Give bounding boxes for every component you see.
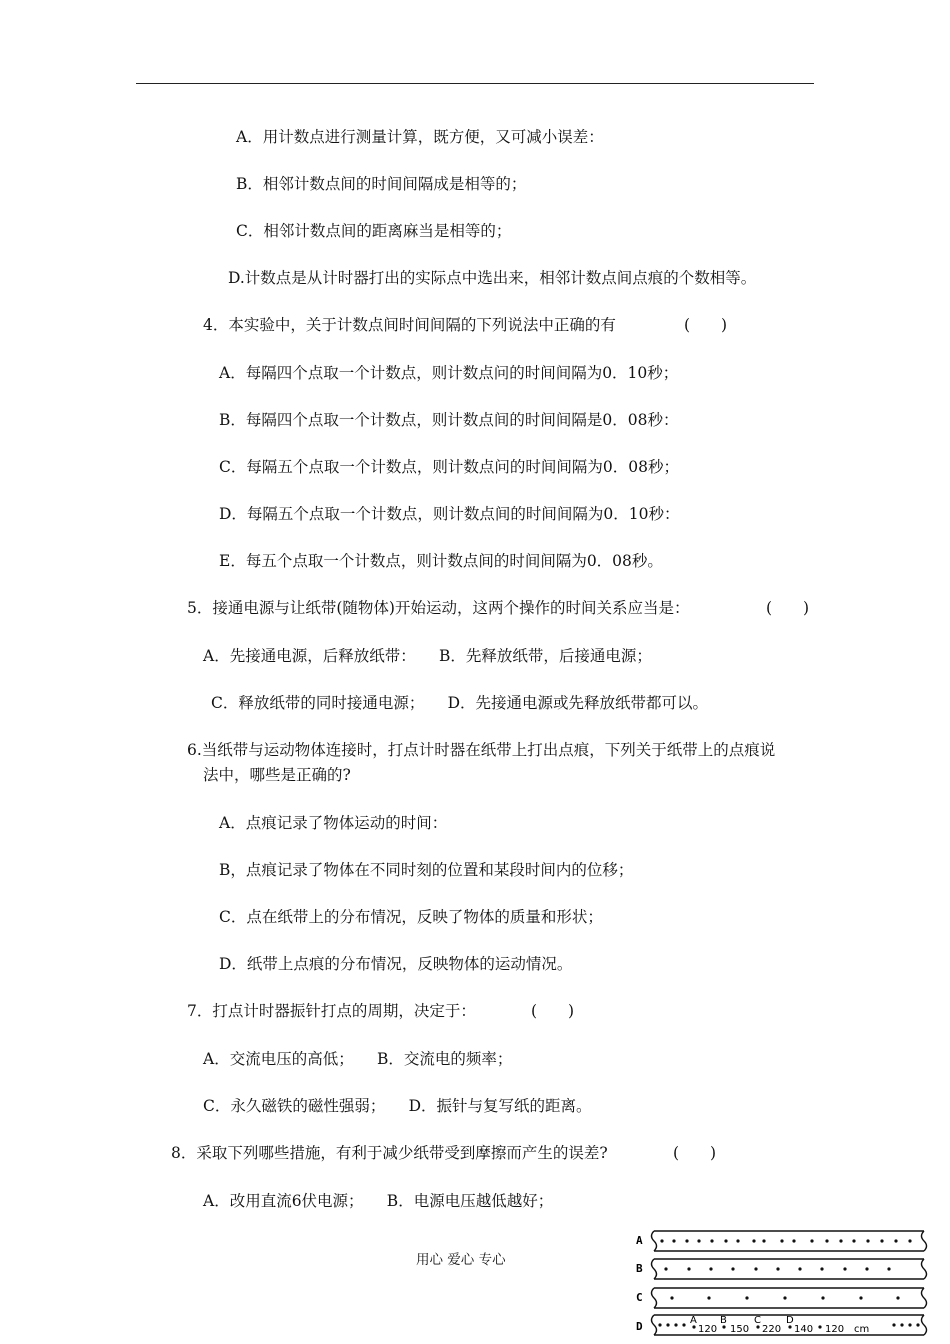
q5-stem: 5．接通电源与让纸带(随物体)开始运动，这两个操作的时间关系应当是： [187, 599, 690, 617]
tape-label-b: B [636, 1262, 643, 1275]
q5-options-row-1: A．先接通电源，后释放纸带： B．先释放纸带，后接通电源； [203, 647, 652, 665]
q8-stem: 8．采取下列哪些措施，有利于减少纸带受到摩擦而产生的误差? [171, 1144, 608, 1162]
header-rule [136, 83, 814, 84]
tape-label-c: C [636, 1291, 643, 1304]
q7-options-row-2: C．永久磁铁的磁性强弱； D．振针与复写纸的距离。 [203, 1097, 592, 1115]
q4-stem [203, 315, 616, 335]
paper-tape-figure [632, 1226, 932, 1344]
tape-d-distance-2: 150 [730, 1324, 750, 1335]
page-footer: 用心 爱心 专心 [416, 1252, 506, 1268]
q6-option-b: B，点痕记录了物体在不同时刻的位置和某段时间内的位移； [219, 861, 634, 879]
tape-c [652, 1288, 927, 1308]
q3-option-d: D.计数点是从计时器打出的实际点中选出来，相邻计数点间点痕的个数相等。 [228, 269, 757, 287]
tape-d-point-d: D [786, 1315, 794, 1326]
q7-stem: 7．打点计时器振针打点的周期，决定于： [187, 1002, 476, 1020]
tape-a [652, 1231, 927, 1251]
tape-d-unit: cm [854, 1324, 870, 1335]
tape-b [652, 1259, 927, 1279]
tape-d-distance-1: 120 [698, 1324, 718, 1335]
q8-answer-paren: ( ) [673, 1144, 717, 1162]
q3-option-c: C．相邻计数点间的距离麻当是相等的； [236, 222, 512, 240]
q4-answer-paren: ( ) [684, 316, 728, 334]
q5-options-row-2: C．释放纸带的同时接通电源； D．先接通电源或先释放纸带都可以。 [211, 694, 709, 712]
tape-d-distance-5: 120 [825, 1324, 845, 1335]
q6-stem-line-2: 法中，哪些是正确的? [203, 766, 351, 784]
tape-d-point-c: C [754, 1315, 761, 1326]
q5-answer-paren: ( ) [766, 599, 810, 617]
q4-option-b: B．每隔四个点取一个计数点，则计数点间的时间间隔是0．08秒： [219, 411, 679, 429]
q4-stem-text: 4．本实验中，关于计数点间时间间隔的下列说法中正确的有 [203, 316, 616, 334]
tape-d-point-a: A [690, 1315, 697, 1326]
q6-option-d: D．纸带上点痕的分布情况，反映物体的运动情况。 [219, 955, 573, 973]
q4-option-e: E．每五个点取一个计数点，则计数点间的时间间隔为0．08秒。 [219, 552, 663, 570]
tape-d-point-b: B [720, 1315, 727, 1326]
q4-option-d: D．每隔五个点取一个计数点，则计数点间的时间间隔为0．10秒： [219, 505, 680, 523]
tape-d-distance-4: 140 [794, 1324, 814, 1335]
q7-options-row-1: A．交流电压的高低； B．交流电的频率； [203, 1050, 513, 1068]
q4-option-a: A．每隔四个点取一个计数点，则计数点问的时间间隔为0．10秒； [219, 364, 679, 382]
tape-d-distance-3: 220 [762, 1324, 782, 1335]
q6-stem-line-1: 6.当纸带与运动物体连接时，打点计时器在纸带上打出点痕，下列关于纸带上的点痕说 [187, 741, 776, 759]
tape-label-d: D [636, 1320, 643, 1333]
q7-answer-paren: ( ) [531, 1002, 575, 1020]
paper-tape-diagram [632, 1226, 932, 1344]
q8-options-row-1: A．改用直流6伏电源； B．电源电压越低越好； [203, 1192, 554, 1210]
tape-c-dots [670, 1296, 899, 1299]
tape-a-dots [660, 1239, 911, 1242]
tape-b-dots [664, 1267, 890, 1270]
q4-option-c: C．每隔五个点取一个计数点，则计数点问的时间间隔为0．08秒； [219, 458, 679, 476]
q6-option-c: C．点在纸带上的分布情况，反映了物体的质量和形状； [219, 908, 603, 926]
q3-option-a: A．用计数点进行测量计算，既方便，又可减小误差： [236, 128, 604, 146]
q3-option-b: B．相邻计数点间的时间间隔成是相等的； [236, 175, 527, 193]
q6-option-a: A．点痕记录了物体运动的时间： [219, 814, 448, 832]
tape-label-a: A [636, 1234, 643, 1247]
